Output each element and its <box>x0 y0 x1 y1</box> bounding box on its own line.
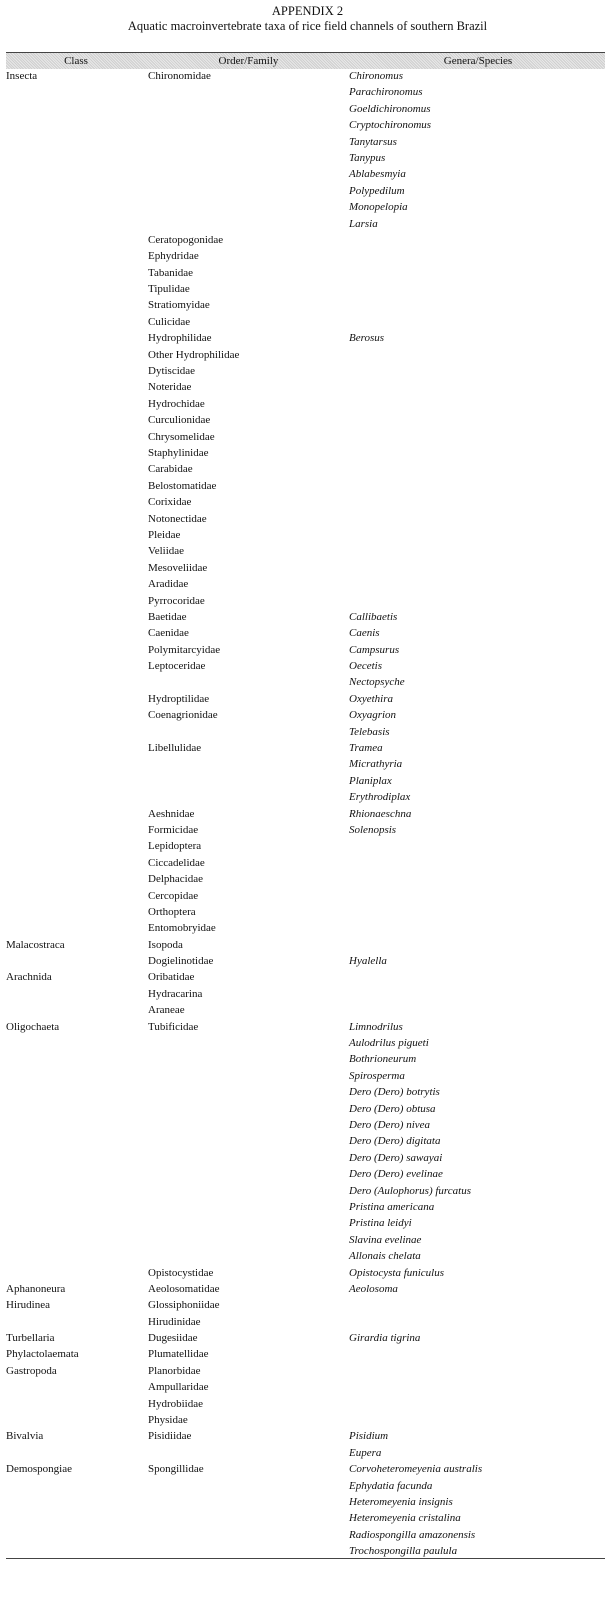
genus-species-cell: Chironomus <box>349 70 403 82</box>
table-row <box>0 511 615 527</box>
genus-species-cell: Ablabesmyia <box>349 168 406 181</box>
genus-species-cell: Planiplax <box>349 774 392 787</box>
order-family-cell: Baetidae <box>148 610 187 623</box>
table-row <box>0 84 615 100</box>
table-row <box>0 1297 615 1313</box>
genus-species-cell: Aeolosoma <box>349 1282 398 1295</box>
genus-species-cell: Dero (Dero) nivea <box>349 1119 431 1131</box>
table-row <box>0 281 615 297</box>
order-family-cell: Dogielinotidae <box>148 955 214 968</box>
order-family-cell: Ampullaridae <box>148 1381 209 1394</box>
order-family-cell: Cercopidae <box>148 889 199 902</box>
table-row <box>0 134 615 150</box>
table-row <box>0 363 615 379</box>
genus-species-cell: Oxyagrion <box>349 709 397 722</box>
genus-species-cell: Ephydatia facunda <box>349 1479 433 1492</box>
table-row <box>0 1133 615 1149</box>
order-family-cell: Formicidae <box>148 823 199 836</box>
genus-species-cell: Caenis <box>349 627 380 640</box>
order-family-cell: Oribatidae <box>148 971 195 984</box>
table-row <box>0 166 615 182</box>
table-row <box>0 1051 615 1067</box>
table-row <box>0 1363 615 1379</box>
table-row <box>0 543 615 559</box>
class-cell: Arachnida <box>6 971 52 984</box>
table-row <box>0 1265 615 1281</box>
genus-species-cell: Cryptochironomus <box>349 119 432 132</box>
genus-species-cell: Tanytarsus <box>349 135 397 148</box>
table-row <box>0 379 615 395</box>
genus-species-cell: Erythrodiplax <box>349 791 411 804</box>
table-row <box>0 248 615 264</box>
order-family-cell: Ephydridae <box>148 250 199 263</box>
genus-species-cell: Nectopsyche <box>349 676 405 689</box>
table-row <box>0 1445 615 1461</box>
table-row <box>0 756 615 772</box>
order-family-cell: Hydrophilidae <box>148 332 212 345</box>
table-row <box>0 1101 615 1117</box>
header-class: Class <box>64 55 88 67</box>
genus-species-cell: Oecetis <box>349 660 382 673</box>
table-row <box>0 969 615 985</box>
order-family-cell: Spongillidae <box>148 1463 204 1476</box>
class-cell: Aphanoneura <box>6 1282 66 1295</box>
order-family-cell: Isopoda <box>148 938 183 951</box>
table-row <box>0 1314 615 1330</box>
table-caption: Aquatic macroinvertebrate taxa of rice field channels of southern Brazil <box>127 19 488 33</box>
order-family-cell: Physidae <box>148 1414 188 1427</box>
order-family-cell: Glossiphoniidae <box>148 1299 220 1312</box>
genus-species-cell: Goeldichironomus <box>349 102 431 115</box>
table-row <box>0 806 615 822</box>
order-family-cell: Pleidae <box>148 528 181 541</box>
table-row <box>0 527 615 543</box>
table-row <box>0 1346 615 1362</box>
table-row <box>0 297 615 313</box>
genus-species-cell: Heteromeyenia cristalina <box>349 1512 461 1525</box>
order-family-cell: Chrysomelidae <box>148 430 215 443</box>
table-row <box>0 986 615 1002</box>
genus-species-cell: Allonais chelata <box>349 1250 421 1263</box>
order-family-cell: Entomobryidae <box>148 922 216 935</box>
order-family-cell: Corixidae <box>148 496 192 509</box>
class-cell: Phylactolaemata <box>6 1348 79 1361</box>
genus-species-cell: Oxyethira <box>349 692 393 705</box>
order-family-cell: Mesoveliidae <box>148 561 208 574</box>
order-family-cell: Notonectidae <box>148 512 207 525</box>
genus-species-cell: Dero (Dero) botrytis <box>349 1086 440 1099</box>
order-family-cell: Aeshnidae <box>148 807 195 820</box>
table-row <box>0 1510 615 1526</box>
order-family-cell: Dytiscidae <box>148 365 196 378</box>
table-row <box>0 593 615 609</box>
table-row <box>0 1166 615 1182</box>
table-row <box>0 445 615 461</box>
table-row <box>0 920 615 936</box>
table-header <box>6 52 605 69</box>
table-row <box>0 330 615 346</box>
genus-species-cell: Dero (Dero) evelinae <box>349 1168 443 1181</box>
table-row <box>0 494 615 510</box>
genus-species-cell: Solenopsis <box>349 823 397 836</box>
table-row <box>0 822 615 838</box>
table-row <box>0 183 615 199</box>
genus-species-cell: Opistocysta funiculus <box>349 1266 445 1279</box>
table-row <box>0 707 615 723</box>
class-cell: Gastropoda <box>6 1364 57 1377</box>
genus-species-cell: Spirosperma <box>349 1069 405 1082</box>
genus-species-cell: Dero (Dero) sawayai <box>349 1151 443 1164</box>
class-cell: Demospongiae <box>6 1463 72 1476</box>
genus-species-cell: Radiospongilla amazonensis <box>349 1528 476 1541</box>
order-family-cell: Plumatellidae <box>148 1348 209 1361</box>
table-row <box>0 314 615 330</box>
class-cell: Oligochaeta <box>6 1020 60 1033</box>
table-row <box>0 904 615 920</box>
order-family-cell: Polymitarcyidae <box>148 643 221 656</box>
table-row <box>0 658 615 674</box>
genus-species-cell: Callibaetis <box>349 610 398 623</box>
genus-species-cell: Heteromeyenia insignis <box>349 1495 453 1508</box>
order-family-cell: Orthoptera <box>148 905 196 918</box>
genus-species-cell: Bothrioneurum <box>349 1053 417 1066</box>
order-family-cell: Carabidae <box>148 463 193 476</box>
table-row <box>0 101 615 117</box>
genus-species-cell: Dero (Dero) obtusa <box>349 1102 436 1115</box>
genus-species-cell: Pristina americana <box>349 1200 435 1213</box>
genus-species-cell: Berosus <box>349 332 385 345</box>
genus-species-cell: Rhionaeschna <box>349 807 412 820</box>
order-family-cell: Staphylinidae <box>148 446 209 459</box>
header-order-family: Order/Family <box>218 55 279 67</box>
order-family-cell: Hydrobiidae <box>148 1397 203 1410</box>
order-family-cell: Hirudinidae <box>148 1315 201 1328</box>
genus-species-cell: Campsurus <box>349 643 400 656</box>
table-row <box>0 1035 615 1051</box>
table-row <box>0 1428 615 1444</box>
order-family-cell: Veliidae <box>148 545 185 558</box>
table-row <box>0 68 615 84</box>
table-row <box>0 232 615 248</box>
order-family-cell: Belostomatidae <box>148 479 217 492</box>
genus-species-cell: Tanypus <box>349 151 386 164</box>
order-family-cell: Hydroptilidae <box>148 692 210 705</box>
order-family-cell: Opistocystidae <box>148 1266 214 1279</box>
table-row <box>0 347 615 363</box>
table-row <box>0 396 615 412</box>
order-family-cell: Aradidae <box>148 578 189 591</box>
table-row <box>0 724 615 740</box>
table-row <box>0 1412 615 1428</box>
order-family-cell: Hydrochidae <box>148 397 205 410</box>
table-bottom-rule <box>6 1558 605 1559</box>
table-row <box>0 674 615 690</box>
table-row <box>0 1068 615 1084</box>
table-row <box>0 789 615 805</box>
table-row <box>0 1019 615 1035</box>
order-family-cell: Pisidiidae <box>148 1430 192 1443</box>
table-row <box>0 1527 615 1543</box>
table-row <box>0 576 615 592</box>
order-family-cell: Hydracarina <box>148 987 203 1000</box>
genus-species-cell: Dero (Dero) digitata <box>349 1135 441 1148</box>
table-row <box>0 1150 615 1166</box>
table-row <box>0 1396 615 1412</box>
genus-species-cell: Eupera <box>349 1446 382 1459</box>
class-cell: Insecta <box>6 70 38 82</box>
genus-species-cell: Slavina evelinae <box>349 1233 422 1246</box>
genus-species-cell: Corvoheteromeyenia australis <box>349 1463 483 1476</box>
genus-species-cell: Polypedilum <box>349 184 405 197</box>
genus-species-cell: Parachironomus <box>349 86 423 99</box>
table-row <box>0 1379 615 1395</box>
table-row <box>0 625 615 641</box>
order-family-cell: Leptoceridae <box>148 660 206 673</box>
table-row <box>0 412 615 428</box>
table-row <box>0 117 615 133</box>
genus-species-cell: Monopelopia <box>349 201 408 214</box>
table-row <box>0 478 615 494</box>
order-family-cell: Stratiomyidae <box>148 299 210 312</box>
table-row <box>0 1199 615 1215</box>
table-row <box>0 953 615 969</box>
class-cell: Malacostraca <box>6 938 65 951</box>
table-row <box>0 1281 615 1297</box>
table-body <box>0 68 615 1560</box>
table-row <box>0 609 615 625</box>
genus-species-cell: Aulodrilus pigueti <box>349 1037 429 1050</box>
table-row <box>0 871 615 887</box>
order-family-cell: Curculionidae <box>148 414 211 427</box>
genus-species-cell: Dero (Aulophorus) furcatus <box>349 1184 472 1197</box>
order-family-cell: Tabanidae <box>148 266 194 279</box>
class-cell: Bivalvia <box>6 1430 44 1443</box>
order-family-cell: Other Hydrophilidae <box>148 348 240 361</box>
header-genera-species: Genera/Species <box>443 55 513 67</box>
order-family-cell: Coenagrionidae <box>148 709 218 722</box>
table-row <box>0 888 615 904</box>
genus-species-cell: Trochospongilla paulula <box>349 1545 458 1558</box>
order-family-cell: Noteridae <box>148 381 192 394</box>
table-row <box>0 691 615 707</box>
genus-species-cell: Larsia <box>349 217 378 230</box>
table-row <box>0 265 615 281</box>
order-family-cell: Ceratopogonidae <box>148 233 224 246</box>
table-row <box>0 216 615 232</box>
table-row <box>0 642 615 658</box>
table-row <box>0 1215 615 1231</box>
order-family-cell: Pyrrocoridae <box>148 594 205 607</box>
genus-species-cell: Hyalella <box>349 955 387 968</box>
order-family-cell: Tipulidae <box>148 283 190 296</box>
table-row <box>0 1232 615 1248</box>
table-row <box>0 150 615 166</box>
table-row <box>0 1084 615 1100</box>
order-family-cell: Tubificidae <box>148 1020 199 1033</box>
order-family-cell: Lepidoptera <box>148 840 202 853</box>
appendix-title: APPENDIX 2 <box>271 4 344 18</box>
genus-species-cell: Tramea <box>349 742 383 755</box>
order-family-cell: Libellulidae <box>148 742 202 755</box>
table-row <box>0 199 615 215</box>
table-row <box>0 1461 615 1477</box>
table-row <box>0 773 615 789</box>
genus-species-cell: Telebasis <box>349 725 390 738</box>
table-row <box>0 838 615 854</box>
table-row <box>0 560 615 576</box>
order-family-cell: Araneae <box>148 1004 185 1017</box>
genus-species-cell: Limnodrilus <box>349 1020 403 1033</box>
table-row <box>0 937 615 953</box>
table-row <box>0 1248 615 1264</box>
genus-species-cell: Micrathyria <box>349 758 403 771</box>
class-cell: Hirudinea <box>6 1299 50 1312</box>
table-row <box>0 429 615 445</box>
table-row <box>0 1330 615 1346</box>
order-family-cell: Ciccadelidae <box>148 856 205 869</box>
genus-species-cell: Pristina leidyi <box>349 1217 412 1230</box>
genus-species-cell: Girardia tigrina <box>349 1332 421 1345</box>
order-family-cell: Delphacidae <box>148 873 203 886</box>
genus-species-cell: Pisidium <box>349 1430 389 1443</box>
order-family-cell: Culicidae <box>148 315 191 328</box>
class-cell: Turbellaria <box>6 1332 55 1345</box>
order-family-cell: Chironomidae <box>148 70 211 82</box>
order-family-cell: Planorbidae <box>148 1364 201 1377</box>
order-family-cell: Aeolosomatidae <box>148 1282 220 1295</box>
table-row <box>0 1183 615 1199</box>
table-row <box>0 1117 615 1133</box>
table-row <box>0 740 615 756</box>
table-row <box>0 1478 615 1494</box>
order-family-cell: Caenidae <box>148 627 189 640</box>
table-row <box>0 855 615 871</box>
table-row <box>0 1002 615 1018</box>
table-row <box>0 461 615 477</box>
table-row <box>0 1494 615 1510</box>
order-family-cell: Dugesiidae <box>148 1332 198 1345</box>
